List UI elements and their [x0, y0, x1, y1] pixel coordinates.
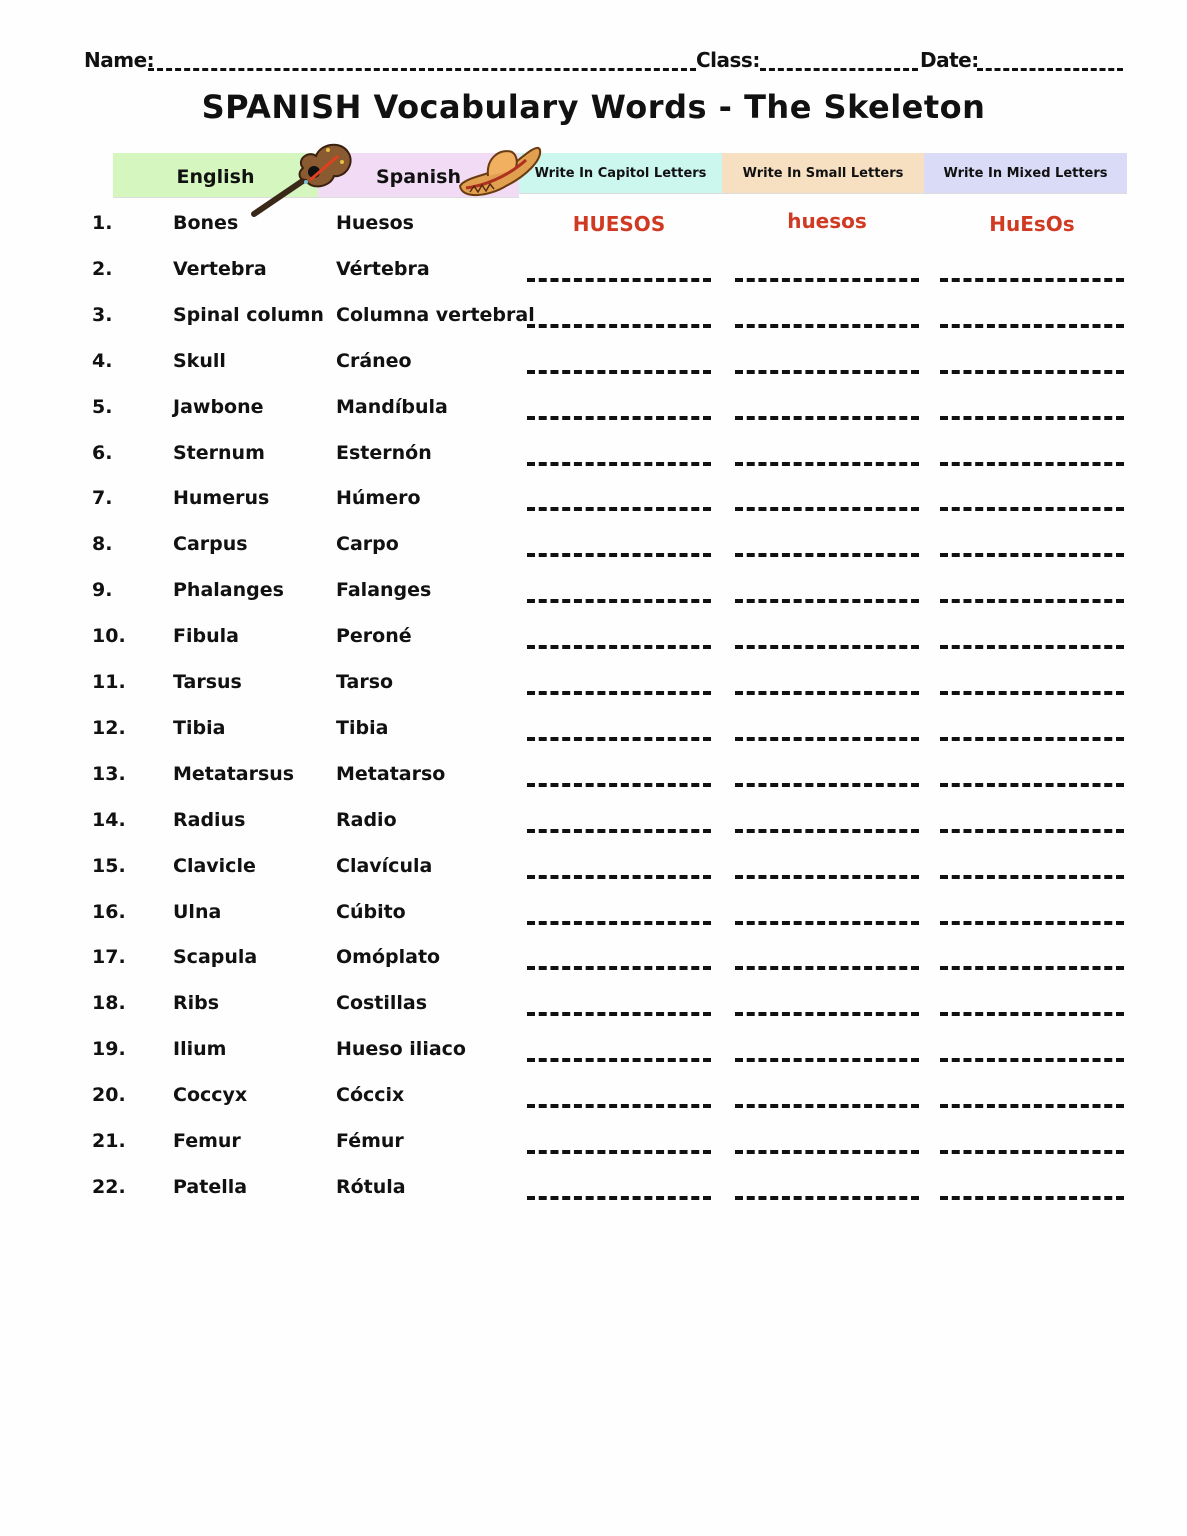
row-number: 16. — [92, 901, 126, 923]
date-label: Date: — [920, 48, 979, 72]
mixed-letters-field[interactable] — [940, 1012, 1124, 1016]
vocab-row — [0, 809, 1187, 839]
row-number: 15. — [92, 855, 126, 877]
mixed-letters-field[interactable] — [940, 553, 1124, 557]
small-letters-field[interactable] — [735, 553, 919, 557]
capital-letters-field[interactable] — [527, 645, 711, 649]
english-word: Fibula — [173, 625, 239, 647]
row-number: 7. — [92, 487, 113, 509]
small-letters-field[interactable] — [735, 370, 919, 374]
capital-letters-field[interactable] — [527, 1012, 711, 1016]
class-label: Class: — [696, 48, 760, 72]
vocab-row — [0, 763, 1187, 793]
mixed-letters-field[interactable] — [940, 645, 1124, 649]
english-word: Patella — [173, 1176, 248, 1198]
english-word: Spinal column — [173, 304, 324, 326]
capital-letters-field[interactable] — [527, 416, 711, 420]
small-letters-field[interactable] — [735, 1058, 919, 1062]
small-letters-field[interactable] — [735, 783, 919, 787]
english-word: Clavicle — [173, 855, 256, 877]
name-label: Name: — [84, 48, 155, 72]
english-word: Coccyx — [173, 1084, 248, 1106]
mixed-letters-field[interactable] — [940, 370, 1124, 374]
capital-letters-field[interactable] — [527, 1104, 711, 1108]
spanish-word: Cúbito — [336, 901, 406, 923]
vocab-row — [0, 533, 1187, 563]
capital-letters-field[interactable] — [527, 829, 711, 833]
capital-letters-field[interactable] — [527, 1196, 711, 1200]
english-word: Tarsus — [173, 671, 242, 693]
small-letters-field[interactable] — [735, 416, 919, 420]
small-letters-field[interactable] — [735, 829, 919, 833]
english-word: Femur — [173, 1130, 241, 1152]
small-letters-field[interactable] — [735, 599, 919, 603]
english-word: Ulna — [173, 901, 222, 923]
column-header-label: Write In Capitol Letters — [534, 165, 707, 181]
spanish-word: Radio — [336, 809, 397, 831]
vocab-row — [0, 671, 1187, 701]
mixed-letters-field[interactable] — [940, 416, 1124, 420]
capital-letters-field[interactable] — [527, 875, 711, 879]
capital-letters-field[interactable] — [527, 966, 711, 970]
capital-letters-field[interactable] — [527, 278, 711, 282]
row-number: 12. — [92, 717, 126, 739]
row-number: 13. — [92, 763, 126, 785]
row-number: 18. — [92, 992, 126, 1014]
vocab-row — [0, 304, 1187, 334]
spanish-word: Esternón — [336, 442, 432, 464]
row-number: 3. — [92, 304, 113, 326]
column-header-label: Spanish — [376, 166, 461, 188]
column-header-mixed — [924, 153, 1127, 194]
spanish-word: Tarso — [336, 671, 394, 693]
row-number: 9. — [92, 579, 113, 601]
spanish-word: Húmero — [336, 487, 421, 509]
mixed-letters-field[interactable] — [940, 1196, 1124, 1200]
small-letters-field[interactable] — [735, 1104, 919, 1108]
spanish-word: Fémur — [336, 1130, 404, 1152]
small-letters-field[interactable] — [735, 875, 919, 879]
english-word: Bones — [173, 212, 239, 234]
vocab-row — [0, 442, 1187, 472]
english-word: Skull — [173, 350, 226, 372]
small-letters-field[interactable] — [735, 1150, 919, 1154]
spanish-word: Peroné — [336, 625, 412, 647]
vocab-row — [0, 1130, 1187, 1160]
vocab-row — [0, 579, 1187, 609]
row-number: 20. — [92, 1084, 126, 1106]
spanish-word: Clavícula — [336, 855, 433, 877]
student-info-line — [84, 48, 1124, 76]
mixed-letters-field[interactable] — [940, 691, 1124, 695]
row-number: 14. — [92, 809, 126, 831]
spanish-word: Carpo — [336, 533, 399, 555]
row-number: 11. — [92, 671, 126, 693]
mixed-letters-field[interactable] — [940, 599, 1124, 603]
row-number: 5. — [92, 396, 113, 418]
spanish-word: Tibia — [336, 717, 389, 739]
english-word: Humerus — [173, 487, 270, 509]
capital-letters-field[interactable] — [527, 507, 711, 511]
small-letters-example: huesos — [787, 209, 867, 233]
english-word: Metatarsus — [173, 763, 295, 785]
capital-letters-example: HUESOS — [572, 212, 666, 236]
row-number: 17. — [92, 946, 126, 968]
vocab-row — [0, 855, 1187, 885]
vocab-row — [0, 946, 1187, 976]
capital-letters-field[interactable] — [527, 691, 711, 695]
capital-letters-field[interactable] — [527, 783, 711, 787]
spanish-word: Falanges — [336, 579, 432, 601]
small-letters-field[interactable] — [735, 966, 919, 970]
mixed-letters-field[interactable] — [940, 1058, 1124, 1062]
date-field[interactable] — [977, 68, 1123, 71]
english-word: Radius — [173, 809, 246, 831]
english-word: Jawbone — [173, 396, 264, 418]
vocab-row — [0, 258, 1187, 288]
guitar-icon — [248, 138, 358, 220]
column-header-label: Write In Mixed Letters — [943, 165, 1108, 181]
small-letters-field[interactable] — [735, 278, 919, 282]
mixed-letters-field[interactable] — [940, 278, 1124, 282]
row-number: 8. — [92, 533, 113, 555]
small-letters-field[interactable] — [735, 921, 919, 925]
row-number: 6. — [92, 442, 113, 464]
spanish-word: Huesos — [336, 212, 414, 234]
capital-letters-field[interactable] — [527, 324, 711, 328]
small-letters-field[interactable] — [735, 645, 919, 649]
column-header-label: English — [176, 166, 255, 188]
row-number: 19. — [92, 1038, 126, 1060]
mixed-letters-field[interactable] — [940, 783, 1124, 787]
mixed-letters-field[interactable] — [940, 1150, 1124, 1154]
vocab-row — [0, 1038, 1187, 1068]
english-word: Carpus — [173, 533, 248, 555]
vocab-row — [0, 901, 1187, 931]
vocab-row — [0, 487, 1187, 517]
spanish-word: Metatarso — [336, 763, 446, 785]
mixed-letters-field[interactable] — [940, 507, 1124, 511]
row-number: 10. — [92, 625, 126, 647]
small-letters-field[interactable] — [735, 507, 919, 511]
vocab-row — [0, 717, 1187, 747]
mixed-letters-field[interactable] — [940, 324, 1124, 328]
capital-letters-field[interactable] — [527, 1150, 711, 1154]
mixed-letters-field[interactable] — [940, 1104, 1124, 1108]
small-letters-field[interactable] — [735, 324, 919, 328]
mixed-letters-field[interactable] — [940, 737, 1124, 741]
spanish-word: Columna vertebral — [336, 304, 535, 326]
mixed-letters-field[interactable] — [940, 829, 1124, 833]
english-word: Ilium — [173, 1038, 227, 1060]
vocab-row — [0, 1176, 1187, 1206]
capital-letters-field[interactable] — [527, 462, 711, 466]
capital-letters-field[interactable] — [527, 921, 711, 925]
page-title: SPANISH Vocabulary Words - The Skeleton — [201, 88, 986, 126]
vocab-row — [0, 625, 1187, 655]
row-number: 1. — [92, 212, 113, 234]
column-header-label: Write In Small Letters — [742, 165, 904, 181]
english-word: Ribs — [173, 992, 220, 1014]
capital-letters-field[interactable] — [527, 599, 711, 603]
row-number: 2. — [92, 258, 113, 280]
spanish-word: Rótula — [336, 1176, 406, 1198]
english-word: Sternum — [173, 442, 265, 464]
mixed-letters-field[interactable] — [940, 875, 1124, 879]
vocab-row — [0, 992, 1187, 1022]
spanish-word: Costillas — [336, 992, 428, 1014]
vocab-row — [0, 396, 1187, 426]
row-number: 22. — [92, 1176, 126, 1198]
english-word: Tibia — [173, 717, 226, 739]
capital-letters-field[interactable] — [527, 1058, 711, 1062]
mixed-letters-field[interactable] — [940, 462, 1124, 466]
english-word: Phalanges — [173, 579, 284, 601]
row-number: 21. — [92, 1130, 126, 1152]
mixed-letters-example: HuEsOs — [989, 212, 1075, 236]
english-word: Vertebra — [173, 258, 267, 280]
vocab-row — [0, 209, 1187, 242]
class-field[interactable] — [760, 68, 918, 71]
spanish-word: Vértebra — [336, 258, 430, 280]
spanish-word: Mandíbula — [336, 396, 448, 418]
sombrero-icon — [456, 140, 542, 202]
small-letters-field[interactable] — [735, 462, 919, 466]
capital-letters-field[interactable] — [527, 553, 711, 557]
vocab-row — [0, 350, 1187, 380]
small-letters-field[interactable] — [735, 737, 919, 741]
mixed-letters-field[interactable] — [940, 966, 1124, 970]
column-header-small — [722, 153, 924, 194]
spanish-word: Cóccix — [336, 1084, 405, 1106]
small-letters-field[interactable] — [735, 1012, 919, 1016]
row-number: 4. — [92, 350, 113, 372]
small-letters-field[interactable] — [735, 1196, 919, 1200]
column-header-capital — [519, 153, 722, 194]
vocab-row — [0, 1084, 1187, 1114]
capital-letters-field[interactable] — [527, 370, 711, 374]
spanish-word: Omóplato — [336, 946, 441, 968]
small-letters-field[interactable] — [735, 691, 919, 695]
mixed-letters-field[interactable] — [940, 921, 1124, 925]
capital-letters-field[interactable] — [527, 737, 711, 741]
english-word: Scapula — [173, 946, 258, 968]
spanish-word: Cráneo — [336, 350, 412, 372]
name-field[interactable] — [148, 68, 696, 71]
spanish-word: Hueso iliaco — [336, 1038, 466, 1060]
